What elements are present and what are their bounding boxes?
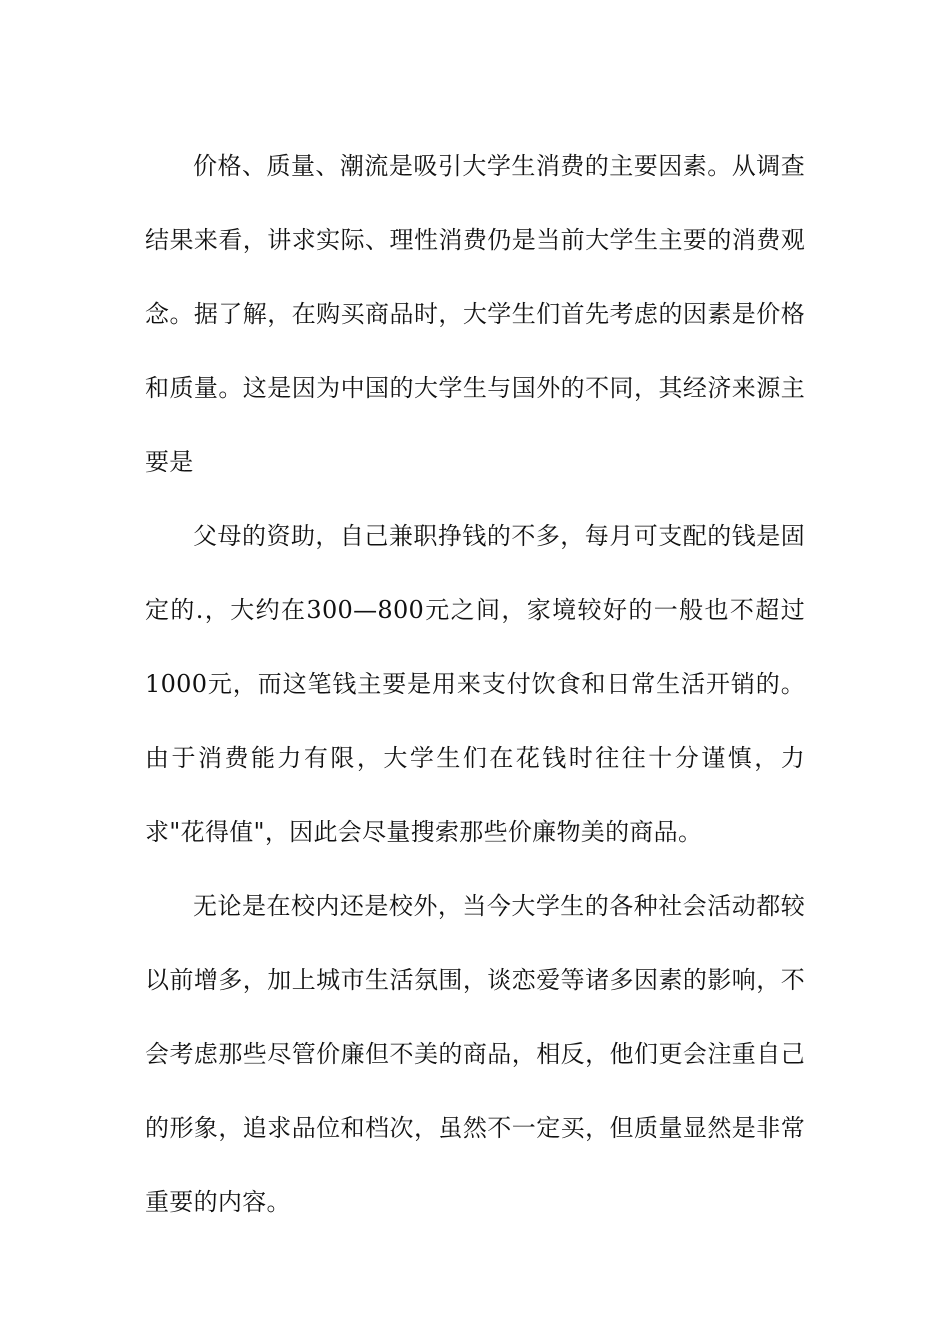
paragraph-3: 无论是在校内还是校外，当今大学生的各种社会活动都较以前增多，加上城市生活氛围，谈恋爱等诸多因素的影响，不会考虑那些尽管价廉但不美的商品，相反，他们更会注重自己的形象，追求品位和档次，虽然不一定买，但质量显然是非常重要的内容。 [145, 892, 805, 1216]
document-body [145, 129, 805, 1239]
paragraph-2: 父母的资助，自己兼职挣钱的不多，每月可支配的钱是固定的.，大约在300—800元之间，家境较好的一般也不超过1000元，而这笔钱主要是用来支付饮食和日常生活开销的。由于消费能力有限，大学生们在花钱时往往十分谨慎，力求"花得值"，因此会尽量搜索那些价廉物美的商品。 [145, 522, 805, 846]
paragraph-1: 价格、质量、潮流是吸引大学生消费的主要因素。从调查结果来看，讲求实际、理性消费仍是当前大学生主要的消费观念。据了解，在购买商品时，大学生们首先考虑的因素是价格和质量。这是因为中国的大学生与国外的不同，其经济来源主要是 [145, 152, 805, 476]
